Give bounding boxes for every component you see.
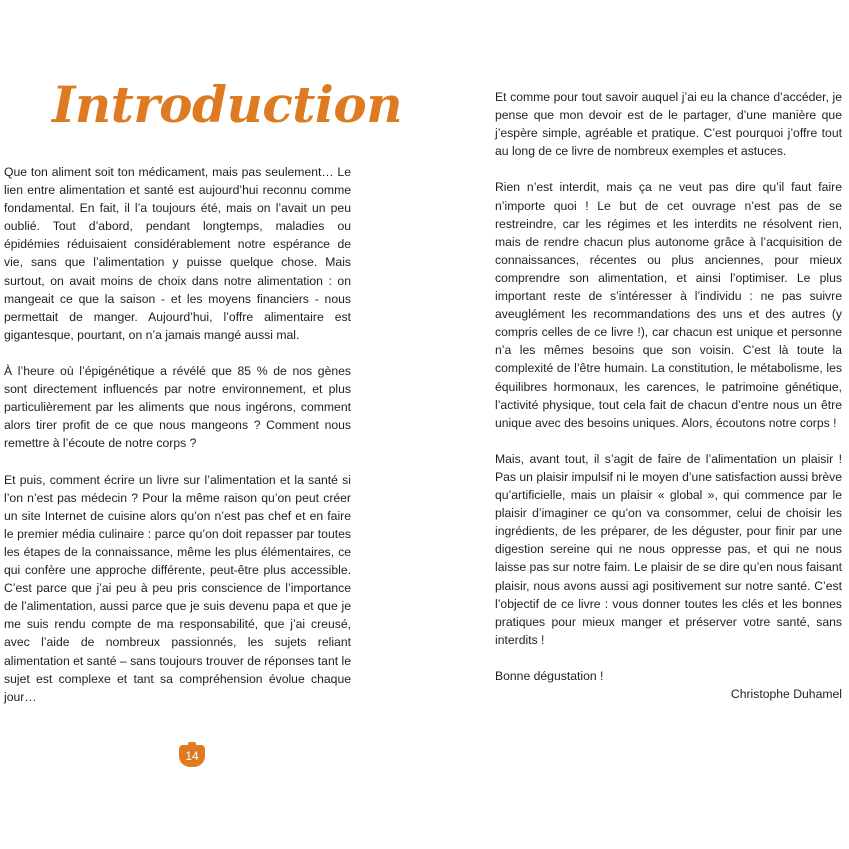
paragraph: Et comme pour tout savoir auquel j’ai eu la chance d’accéder, je pense que mon devoir est de le partager, d’une manière que j’espère simple, agréable et pratique. C’est pourquoi j’offre tout au long de ce livre de nombreux exemples et astuces.: [495, 90, 842, 159]
paragraph: Que ton aliment soit ton médicament, mais pas seulement… Le lien entre alimentation et santé est aujourd’hui reconnu comme fondamental. En fait, il l’a toujours été, mais on l’avait un peu oublié. Tout d’abord, pendant longtemps, maladies ou épidémies réduisaient considérablement notre espérance de vie, sans que l’alimentation y puisse quelque chose. Mais surtout, on avait moins de choix dans notre alimentation : on mangeait ce que la saison - et les moyens financiers - nous permettait de manger. Aujourd’hui, l’offre alimentaire est gigantesque, pourtant, on n’a jamais mangé aussi mal.: [4, 165, 351, 342]
paragraph: À l’heure où l’épigénétique a révélé que 85 % de nos gènes sont directement influencés par notre environnement, et plus particulièrement par les aliments que nous ingérons, comment alors tirer profit de ce que nous mangeons ? Comment nous remettre à l’écoute de notre corps ?: [4, 364, 351, 451]
paragraph: Mais, avant tout, il s’agit de faire de l’alimentation un plaisir ! Pas un plaisir impulsif ni le moyen d’une satisfaction aussi brève qu’artificielle, mais un plaisir « global », qui commence par le plaisir d’imaginer ce qu’on va consommer, celui de choisir les ingrédients, de les préparer, de les déguster, pour finir par une digestion sereine qui ne nous oppresse pas, et qui ne nous laisse pas sur notre faim. Le plaisir de se dire qu’en nous faisant plaisir, nous avons aussi agi positivement sur notre santé. C’est l’objectif de ce livre : vous donner toutes les clés et les bonnes pratiques pour mieux manger et préserver votre santé, sans interdits !: [495, 451, 842, 647]
page-number-badge: 14: [179, 745, 205, 767]
left-page: [0, 0, 424, 849]
signature: Christophe Duhamel: [730, 687, 842, 702]
paragraph: Rien n’est interdit, mais ça ne veut pas dire qu’il faut faire n’importe quoi ! Le but de cet ouvrage n’est pas de se restreindre, car les régimes et les interdits ne résolvent rien, mais de rendre chacun plus autonome grâce à l’acquisition de connaissances, récentes ou plus anciennes, pour mieux comprendre son alimentation, et ainsi l’optimiser. Le plus important reste de s’intéresser à l’individu : ne pas suivre aveuglément les recommandations des uns et des autres (y compris celles de ce livre !), car chacun est unique et personne n’a les mêmes besoins que son voisin. C’est là toute la complexité de l’être humain. La constitution, le métabolisme, les équilibres hormonaux, les carences, le patrimoine génétique, l’activité physique, tout cela fait de chacun d’entre nous un être unique avec des besoins uniques. Alors, écoutons notre corps !: [495, 180, 842, 430]
right-page: [424, 0, 849, 849]
right-text-column: [495, 88, 842, 721]
paragraph: Bonne dégustation !: [495, 669, 604, 683]
left-text-column: [4, 163, 351, 724]
page-title: Introduction: [52, 75, 403, 134]
paragraph: Et puis, comment écrire un livre sur l’alimentation et la santé si l’on n’est pas médecin ? Pour la même raison qu’on peut créer un site Internet de cuisine alors qu’on n’est pas chef et en faire le premier média culinaire : parce qu’on doit repasser par toutes les étapes de la connaissance, même les plus élémentaires, ce qui confère une approche différente, peut-être plus accessible. C’est parce que j’ai peu à peu pris conscience de l’importance de l’alimentation, aussi parce que je suis devenu papa et que je me suis rendu compte de ma responsabilité, que j’ai creusé, avec l’aide de nombreux passionnés, les sujets reliant alimentation et santé – sans toujours trouver de réponses tant le sujet est complexe et tant sa compréhension évolue chaque jour…: [4, 472, 351, 704]
